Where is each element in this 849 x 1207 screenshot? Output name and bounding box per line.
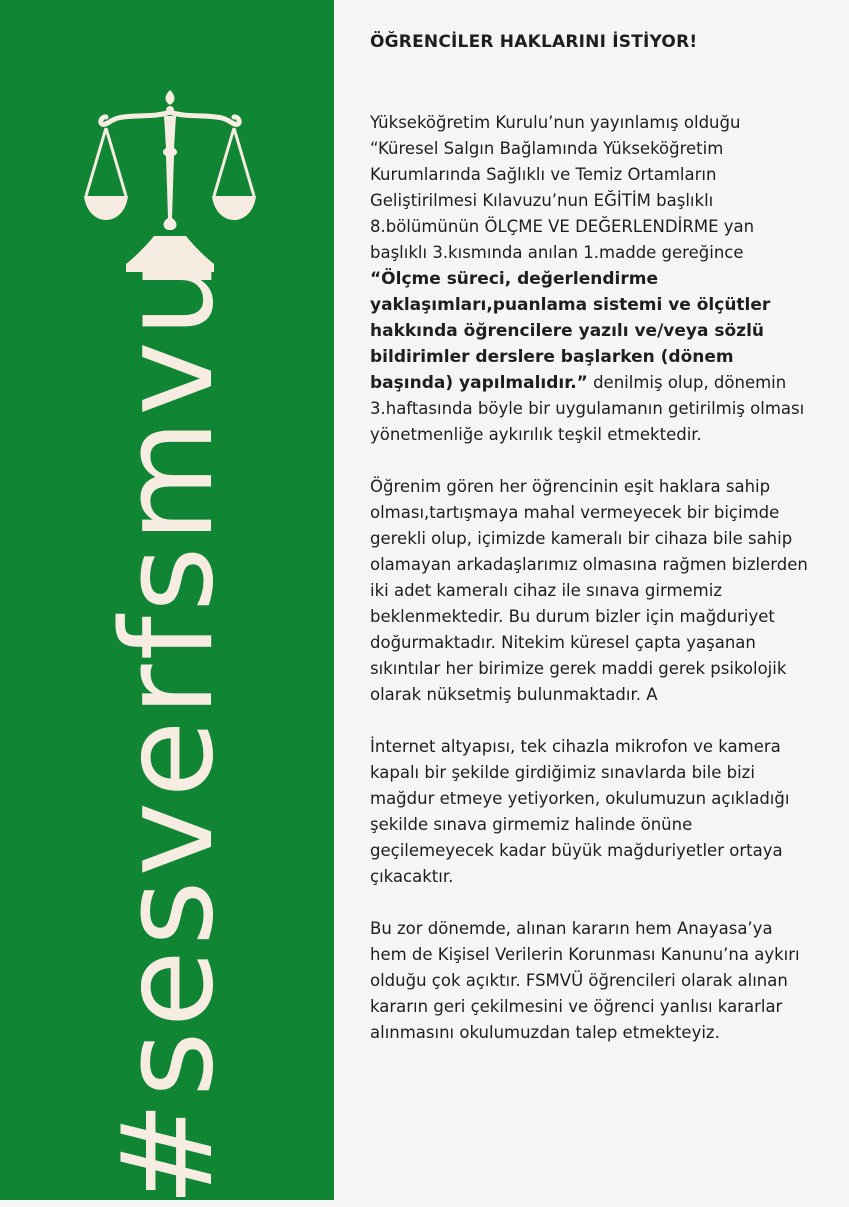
scales-of-justice-icon [84,88,256,273]
article [370,32,810,1072]
paragraph-1-quote: “Ölçme süreci, değerlendirme yaklaşımları,puanlama sistemi ve ölçütler hakkında öğrencilere yazılı ve/veya sözlü bildirimler derslere başlarken (dönem başında) yapılmalıdır.” [370,269,771,393]
paragraph-1-outro: denilmiş olup, dönemin 3.haftasında böyle bir uygulamanın getirilmiş olması yönetmenliğe aykırılık teşkil etmektedir. [370,373,805,444]
paragraph-2: Öğrenim gören her öğrencinin eşit haklara sahip olması,tartışmaya mahal vermeyecek bir biçimde gerekli olup, içimizde kameralı bir cihaza bile sahip olamayan arkadaşlarımız olmasına rağmen bizlerden iki adet kameralı cihaz ile sınava girmemiz beklenmektedir. Bu durum bizler için mağduriyet doğurmaktadır. Nitekim küresel çapta yaşanan sıkıntılar her birimize gerek maddi gerek psikolojik olarak nüksetmiş bulunmaktadır. A [370,477,808,704]
paragraph-1-intro: Yükseköğretim Kurulu’nun yayınlamış olduğu “Küresel Salgın Bağlamında Yükseköğretim Kurumlarında Sağlıklı ve Temiz Ortamların Geliştirilmesi Kılavuzu’nun EĞİTİM başlıklı 8.bölümünün ÖLÇME VE DEĞERLENDİRME yan başlıklı 3.kısmında anılan 1.madde gereğince [370,113,755,262]
article-title: ÖĞRENCİLER HAKLARINI İSTİYOR! [370,32,698,52]
hashtag-text: #sesverfsmvu [94,253,241,1207]
paragraph-4: Bu zor dönemde, alınan kararın hem Anayasa’ya hem de Kişisel Verilerin Korunması Kanunu’na aykırı olduğu çok açıktır. FSMVÜ öğrencileri olarak alınan kararın geri çekilmesini ve öğrenci yanlısı kararlar alınmasını okulumuzdan talep etmekteyiz. [370,919,800,1042]
paragraph-1 [370,110,810,448]
paragraph-3: İnternet altyapısı, tek cihazla mikrofon ve kamera kapalı bir şekilde girdiğimiz sınavlarda bile bizi mağdur etmeye yetiyorken, okulumuzun açıkladığı şekilde sınava girmemiz halinde önüne geçilemeyecek kadar büyük mağduriyetler ortaya çıkacaktır. [370,737,790,886]
green-sidebar [0,0,334,1207]
